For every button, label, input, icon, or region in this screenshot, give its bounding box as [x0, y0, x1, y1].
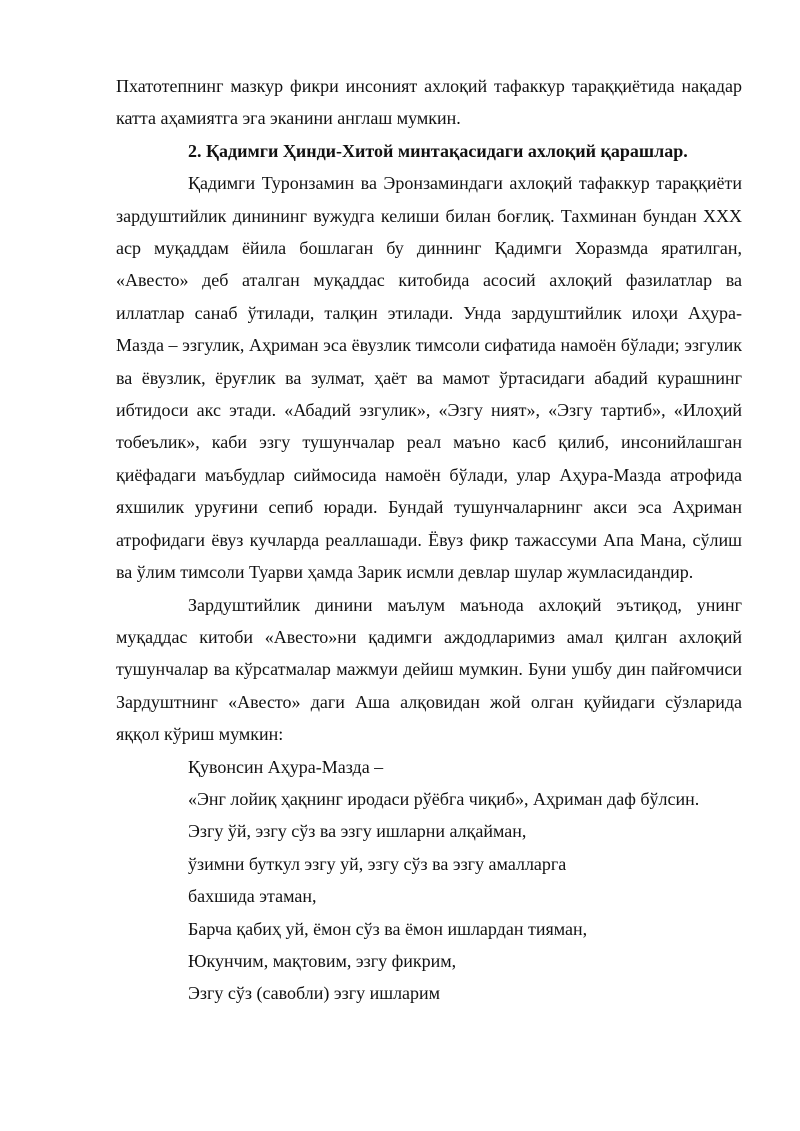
paragraph-zoroastrianism: Зардуштийлик динини маълум маънода ахлоқий эътиқод, унинг муқаддас китоби «Авесто»ни қадимги аждодларимиз амал қилган ахлоқий тушунчалар ва кўрсатмалар мажмуи дейиш мумкин. Буни ушбу дин пайғомчиси Зардуштнинг «Авесто» даги Аша алқовидан жой олган қуйидаги сўзларида яққол кўриш мумкин: [116, 594, 742, 745]
poem-line: ўзимни буткул эзгу уй, эзгу сўз ва эзгу амалларга [188, 853, 567, 874]
poem-line: Эзгу сўз (савобли) эзгу ишларим [188, 983, 441, 1004]
paragraph-avesto: Қадимги Туронзамин ва Эронзаминдаги ахлоқий тафаккур тараққиёти зардуштийлик динининг вужудга келиши билан боғлиқ. Тахминан бундан XXX аср муқаддам ёйила бошлаган бу диннинг Қадимги Хоразмда яратилган, «Авесто» деб аталган муқаддас китобида асосий ахлоқий фазилатлар ва иллатлар санаб ўтилади, талқин этилади. Унда зардуштийлик илоҳи Аҳура-Мазда – эзгулик, Аҳриман эса ёвузлик тимсоли сифатида намоён бўлади; эзгулик ва ёвузлик, ёруғлик ва зулмат, ҳаёт ва мамот ўртасидаги абадий курашнинг ибтидоси акс этади. «Абадий эзгулик», «Эзгу ният», «Эзгу тартиб», «Илоҳий тобеълик», каби эзгу тушунчалар реал маъно касб қилиб, инсонийлашган қиёфадаги маъбудлар сиймосида намоён бўлади, улар Аҳура-Мазда атрофида яхшилик уруғини сепиб юради. Бундай тушунчаларнинг акси эса Аҳриман атрофидаги ёвуз кучларда реаллашади. Ёвуз фикр тажассуми Апа Мана, сўлиш ва ўлим тимсоли Туарви ҳамда Зарик исмли девлар шулар жумласидандир. [116, 173, 742, 583]
poem-line: Эзгу ўй, эзгу сўз ва эзгу ишларни алқайман, [188, 821, 527, 842]
paragraph-intro: Пхатотепнинг мазкур фикри инсоният ахлоқий тафаккур тараққиётида нақадар катта аҳамиятга эга эканини англаш мумкин. [116, 76, 742, 129]
section-heading: 2. Қадимги Ҳинди-Хитой минтақасидаги ахлоқий қарашлар. [188, 140, 688, 161]
poem-line: Барча қабиҳ уй, ёмон сўз ва ёмон ишлардан тияман, [188, 918, 588, 939]
poem-quote [116, 751, 742, 1010]
poem-line: Қувонсин Аҳура-Мазда – [188, 756, 384, 777]
poem-line: бахшида этаман, [188, 886, 317, 907]
poem-line: Юкунчим, мақтовим, эзгу фикрим, [188, 950, 457, 971]
document-page [116, 70, 742, 1010]
poem-line: «Энг лойиқ ҳақнинг иродаси рўёбга чиқиб», Аҳриман даф бўлсин. [188, 788, 700, 809]
